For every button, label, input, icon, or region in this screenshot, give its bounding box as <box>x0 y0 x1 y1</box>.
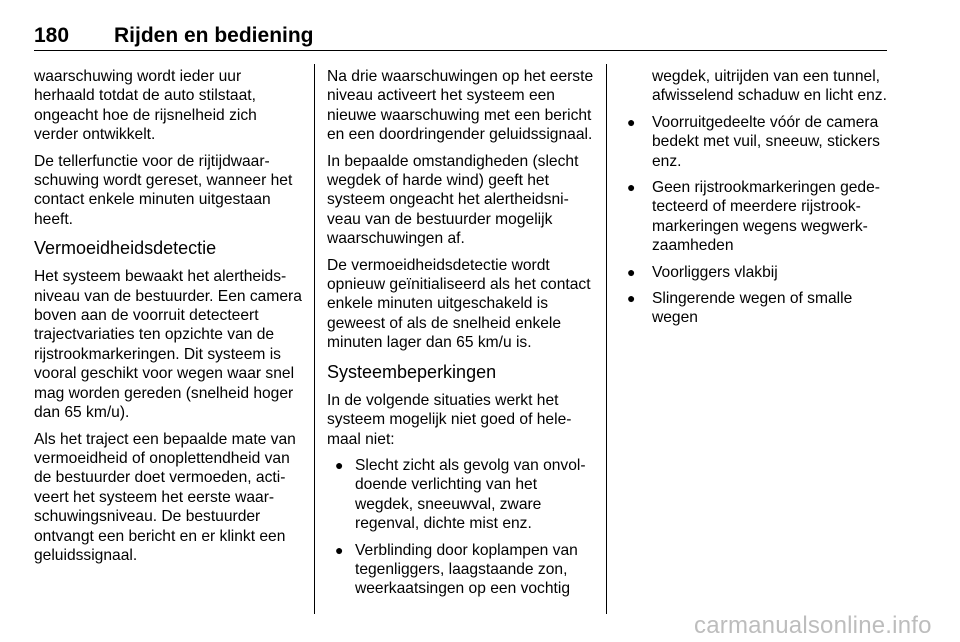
list-item-text: Voorruitgedeelte vóór de camera bedekt met vuil, sneeuw, stickers enz. <box>652 113 880 170</box>
paragraph: Het systeem bewaakt het alertheidsniveau van de bestuurder. Een camera boven aan de voorruit detecteert trajectvariaties ten opzichte van de rijstrookmarkeringen. Dit systeem is vooral geschikt voor wegen waar snel mag worden gereden (snelheid hoger dan 65 km/u). <box>34 268 302 422</box>
paragraph: De vermoeidheidsdetectie wordt opnieuw geïnitialiseerd als het contact enkele minuten uitgeschakeld is geweest of als de snelheid enkele minuten lager dan 65 km/u is. <box>327 256 591 352</box>
bullet-icon: ● <box>627 179 636 196</box>
bullet-icon: ● <box>335 541 344 558</box>
list-item-continuation: wegdek, uitrijden van een tunnel, afwisselend schaduw en licht enz. <box>652 68 887 105</box>
paragraph: Na drie waarschuwingen op het eerste niveau activeert het systeem een nieuwe waarschuwing met een bericht en een doordringender geluidssignaal. <box>327 68 594 144</box>
bullet-icon: ● <box>627 290 636 307</box>
column-1 <box>34 67 302 572</box>
section-heading-vermoeidheidsdetectie: Vermoeidheidsdetectie <box>34 238 217 259</box>
list-item <box>327 456 595 534</box>
bullet-icon: ● <box>627 113 636 130</box>
watermark: carmanualsonline.info <box>694 612 932 639</box>
list-item-text: Voorliggers vlakbij <box>652 263 778 281</box>
section-title: Rijden en bediening <box>114 24 314 47</box>
page-number: 180 <box>34 24 70 47</box>
bullet-icon: ● <box>627 263 636 280</box>
page-header <box>34 24 887 51</box>
paragraph: Als het traject een bepaalde mate van vermoeidheid of onoplettendheid van de bestuurder doet vermoeden, activeert het systeem het eerste waarschuwingsniveau. De bestuurder ontvangt een bericht en er klinkt een geluidssignaal. <box>34 430 296 564</box>
list-item-text: Slecht zicht als gevolg van onvoldoende verlichting van het wegdek, sneeuwval, zware regenval, dichte mist enz. <box>355 456 586 533</box>
list-item-text: Geen rijstrookmarkeringen gedetecteerd of meerdere rijstrookmarkeringen wegens wegwerkzaamheden <box>652 179 880 255</box>
column-2 <box>327 67 595 606</box>
limitations-list <box>327 456 595 599</box>
column-divider <box>606 64 607 614</box>
column-divider <box>314 64 315 614</box>
list-item-text: Slingerende wegen of smalle wegen <box>652 290 853 327</box>
bullet-icon: ● <box>335 456 344 473</box>
section-heading-systeembeperkingen: Systeembeperkingen <box>327 361 497 382</box>
paragraph: waarschuwing wordt ieder uur herhaald totdat de auto stilstaat, ongeacht hoe de rijsnelheid zich verder ontwikkelt. <box>34 68 257 144</box>
paragraph: In de volgende situaties werkt het systeem mogelijk niet goed of helemaal niet: <box>327 391 572 448</box>
list-item <box>620 113 888 171</box>
list-item <box>327 541 595 599</box>
list-item <box>620 263 888 282</box>
paragraph: In bepaalde omstandigheden (slecht wegdek of harde wind) geeft het systeem ongeacht het alertheidsniveau van de bestuurder mogelijk waarschuwingen af. <box>327 152 579 248</box>
paragraph: De tellerfunctie voor de rijtijdwaarschuwing wordt gereset, wanneer het contact enkele minuten uitgestaan heeft. <box>34 152 293 228</box>
limitations-list-continued <box>620 113 888 328</box>
list-item-text: Verblinding door koplampen van tegenliggers, laagstaande zon, weerkaatsingen op een vochtig <box>355 541 578 598</box>
list-item <box>620 178 888 256</box>
column-3 <box>620 67 888 335</box>
list-item <box>620 289 888 328</box>
